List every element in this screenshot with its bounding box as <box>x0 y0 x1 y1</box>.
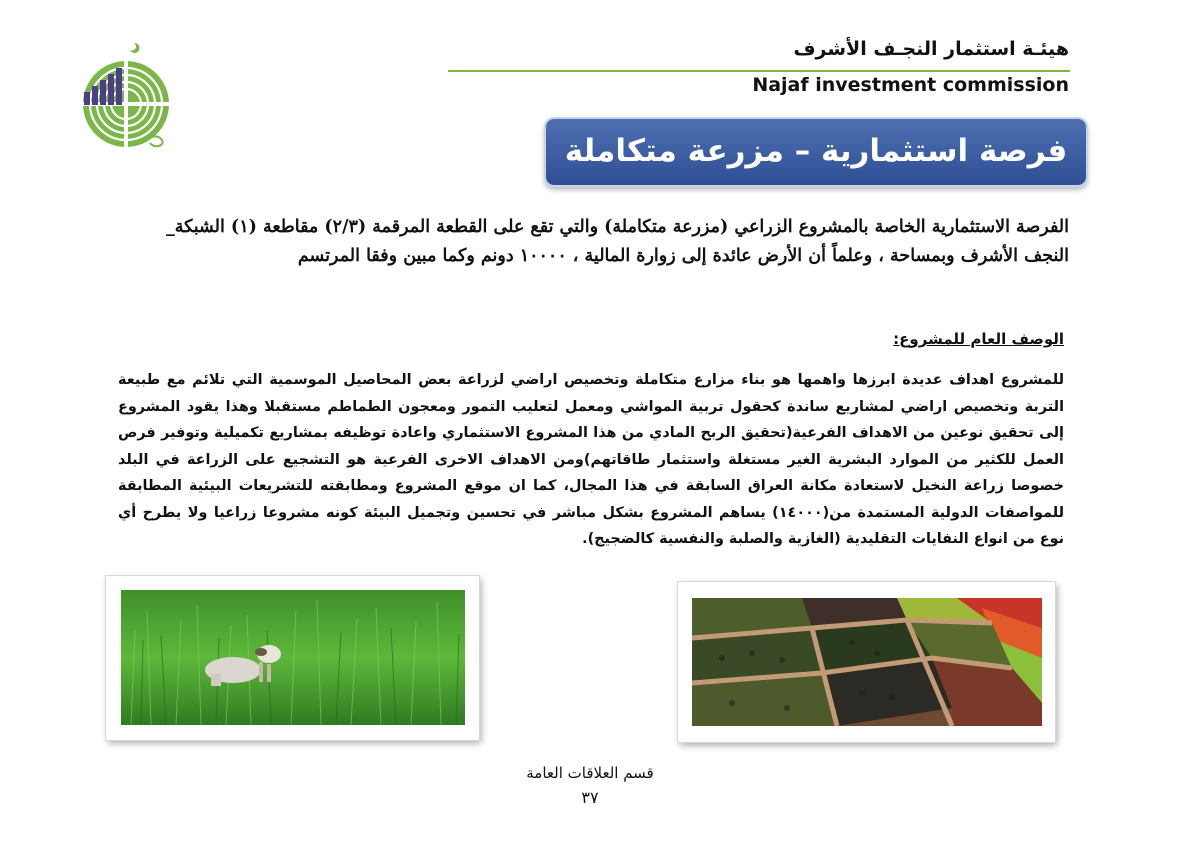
page-title-banner: فرصة استثمارية – مزرعة متكاملة <box>544 117 1088 187</box>
produce-market-photo <box>678 582 1055 742</box>
intro-paragraph: الفرصة الاستثمارية الخاصة بالمشروع الزراعي (مزرعة متكاملة) والتي تقع على القطعة المرقمة (٢/٣) مقاطعة (١) الشبكة_ النجف الأشرف وبمساحة ، وعلماً أن الأرض عائدة إلى زوارة المالية ، ١٠٠٠٠ دونم وكما مبين وفقا المرتسم <box>165 217 1069 266</box>
page-number: ٣٧ <box>581 788 599 807</box>
najaf-commission-logo-icon <box>78 42 182 152</box>
description-paragraph: للمشروع اهداف عديدة ابرزها واهمها هو بناء مزارع متكاملة وتخصيص اراضي لزراعة بعض المحاصيل الموسمية التي تلائم مع طبيعة التربة وتخصيص اراضي لمشاريع ساندة كحقول تربية المواشي ومعمل لتعليب التمور ومعجون الطماطم مستقبلا وهذا يقود المشروع إلى تحقيق نوعين من الاهداف الفرعية(تحقيق الربح المادي من هذا المشروع الاستثماري واعادة توظيفه بمشاريع تكميلية وتوفير فرص العمل للكثير من الموارد البشرية الغير مستغلة واستثمار طاقاتهم)ومن الاهداف الاخرى الفرعية هو التشجيع على الزراعة في البلد خصوصا زراعة النخيل لاستعادة مكانة العراق السابقة في هذا المجال، كما ان موقع المشروع ومطابقته للتشريعات البيئية المطابقة للمواصفات الدولية المستمدة من(١٤٠٠٠) يساهم المشروع بشكل مباشر في تحسين وتجميل البيئة كونه مشروعا زراعيا ولا يطرح أي نوع من انواع النفايات التقليدية (الغازية والصلبة والنفسية كالضجيج). <box>118 372 1065 547</box>
org-name-english: Najaf investment commission <box>752 74 1069 96</box>
org-name-arabic: هيئـة استثمار النجـف الأشرف <box>793 38 1069 60</box>
section-heading: الوصف العام للمشروع: <box>893 330 1064 348</box>
header-divider <box>448 70 1070 72</box>
footer-department: قسم العلاقات العامة <box>526 764 654 782</box>
rice-field-photo <box>106 576 479 740</box>
